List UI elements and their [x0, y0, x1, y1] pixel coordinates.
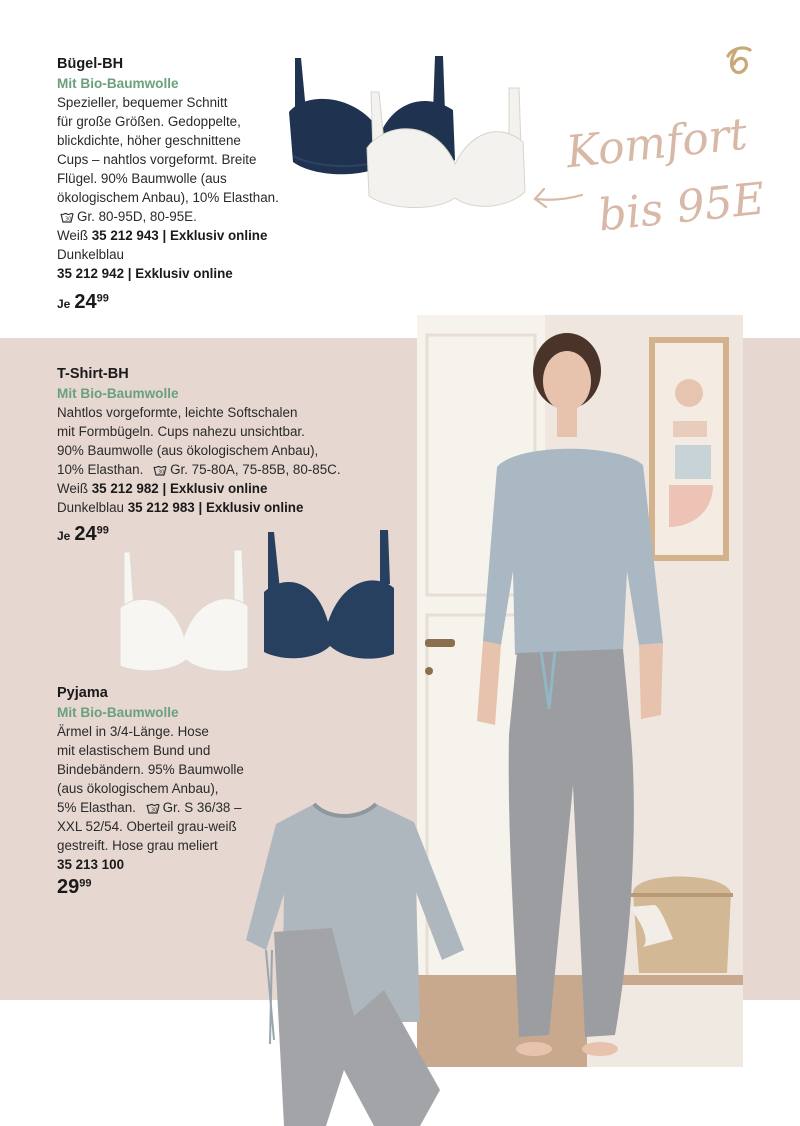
- wall-art: [649, 337, 729, 561]
- banner-line-1: Komfort: [563, 108, 750, 179]
- svg-text:30: 30: [65, 216, 72, 223]
- article-line: [57, 479, 341, 498]
- buegel-price: Je $24^{99}$: [57, 291, 109, 313]
- buegel-bh-block: [57, 55, 279, 283]
- description-line: Ärmel in 3/4-Länge. Hose: [57, 724, 209, 739]
- description-line: Nahtlos vorgeformte, leichte Softschalen: [57, 405, 298, 420]
- description-line: XXL 52/54. Oberteil grau-weiß: [57, 819, 237, 834]
- tchibo-logo-icon: [722, 42, 756, 76]
- tshirt-bh-navy-image: [262, 530, 396, 662]
- description-line: Cups – nahtlos vorgeformt. Breite: [57, 152, 257, 167]
- color-label: Dunkelblau: [57, 500, 124, 515]
- pyjama-image: [244, 800, 464, 1126]
- size-line: [57, 460, 341, 479]
- product-title: T-Shirt-BH: [57, 366, 129, 382]
- banner-line-2: bis 95E: [595, 173, 768, 242]
- tshirt-bh-block: [57, 365, 341, 517]
- sizes: Gr. 75-80A, 75-85B, 80-85C.: [170, 462, 341, 477]
- model-photo: [417, 315, 743, 1067]
- description-line: mit Formbügeln. Cups nahezu unsichtbar.: [57, 424, 305, 439]
- article-number: 35 212 982 | Exklusiv online: [91, 481, 268, 496]
- pyjama-price: $29^{99}$: [57, 876, 92, 898]
- article-line: [57, 226, 279, 245]
- sizes: Gr. S 36/38 –: [162, 800, 242, 815]
- size-line: [57, 798, 244, 817]
- sizes: Gr. 80-95D, 80-95E.: [77, 209, 197, 224]
- color-label: Weiß: [57, 481, 88, 496]
- description-line: 5% Elasthan.: [57, 800, 136, 815]
- description-line: 10% Elasthan.: [57, 462, 144, 477]
- size-line: [57, 207, 279, 226]
- wash-icon: [146, 803, 160, 814]
- description-line: gestreift. Hose grau meliert: [57, 838, 218, 853]
- description-line: (aus ökologischem Anbau),: [57, 781, 219, 796]
- product-subtitle: Mit Bio-Baumwolle: [57, 705, 179, 720]
- article-number: 35 213 100: [57, 857, 125, 872]
- pyjama-block: [57, 684, 244, 874]
- svg-text:30: 30: [158, 469, 165, 476]
- wash-icon: [153, 465, 167, 476]
- tshirt-bh-white-image: [118, 548, 250, 674]
- article-number: 35 212 942 | Exklusiv online: [57, 266, 233, 281]
- description-line: ökologischem Anbau), 10% Elasthan.: [57, 190, 279, 205]
- color-label: Weiß: [57, 228, 88, 243]
- tshirt-price: Je $24^{99}$: [57, 523, 109, 545]
- article-line: [57, 498, 341, 517]
- buegel-bh-image: [285, 52, 530, 212]
- color-label: Dunkelblau: [57, 247, 124, 262]
- product-subtitle: Mit Bio-Baumwolle: [57, 76, 179, 91]
- product-subtitle: Mit Bio-Baumwolle: [57, 386, 179, 401]
- description-line: Bindebändern. 95% Baumwolle: [57, 762, 244, 777]
- basket: [629, 877, 733, 974]
- product-title: Pyjama: [57, 685, 108, 701]
- description-line: 90% Baumwolle (aus ökologischem Anbau),: [57, 443, 319, 458]
- article-number: 35 212 983 | Exklusiv online: [127, 500, 304, 515]
- description-line: Flügel. 90% Baumwolle (aus: [57, 171, 227, 186]
- wash-icon: [60, 212, 74, 223]
- description-line: blickdichte, höher geschnittene: [57, 133, 241, 148]
- description-line: mit elastischem Bund und: [57, 743, 211, 758]
- product-title: Bügel-BH: [57, 56, 124, 72]
- description-line: Spezieller, bequemer Schnitt: [57, 95, 228, 110]
- description-line: für große Größen. Gedoppelte,: [57, 114, 241, 129]
- arrow-left-icon: [532, 185, 584, 211]
- article-number: 35 212 943 | Exklusiv online: [91, 228, 268, 243]
- svg-text:30: 30: [150, 807, 158, 814]
